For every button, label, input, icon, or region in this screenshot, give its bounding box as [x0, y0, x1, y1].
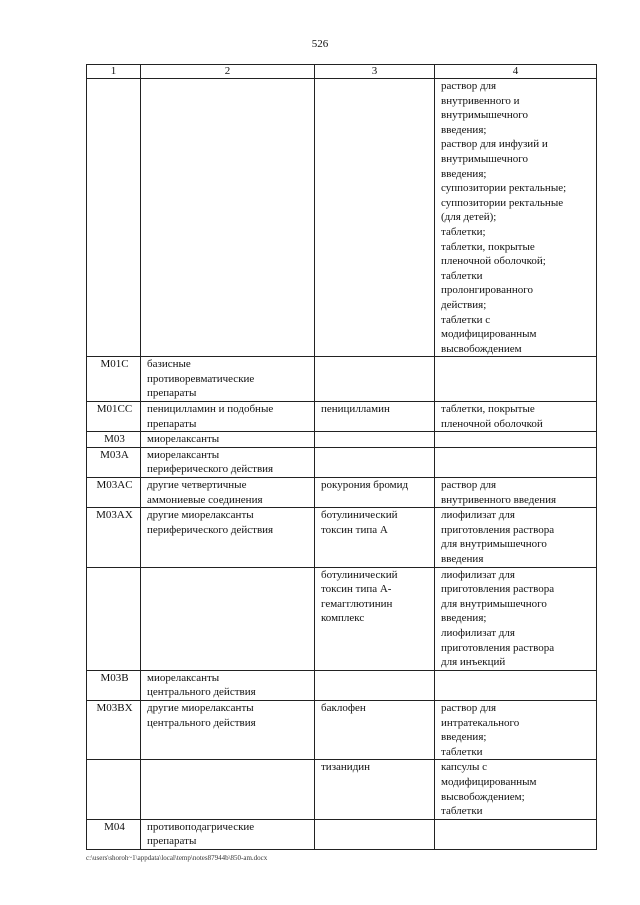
cell-text-line: пленочной оболочкой	[441, 417, 543, 430]
cell-text-line: препараты	[147, 835, 197, 848]
drug-cell	[315, 760, 435, 819]
cell-text-line: таблетки	[441, 805, 483, 818]
cell-text-line: внутривенного введения	[441, 493, 557, 506]
table-row	[87, 447, 597, 477]
table-row	[87, 402, 597, 432]
cell-text-line: таблетки с	[441, 313, 491, 326]
cell-text-line: периферического действия	[147, 523, 274, 536]
cell-text-line: другие миорелаксанты	[147, 509, 254, 522]
cell-text-line: токсин типа А-	[321, 583, 392, 596]
form-cell	[435, 432, 597, 448]
cell-text-line: M03	[104, 433, 125, 446]
cell-text-line: лиофилизат для	[441, 626, 515, 639]
drug-cell	[315, 402, 435, 432]
table-row	[87, 478, 597, 508]
drug-cell	[315, 819, 435, 849]
drug-cell	[315, 478, 435, 508]
cell-text-line: пеницилламин и подобные	[147, 403, 274, 416]
cell-text-line: другие четвертичные	[147, 479, 247, 492]
form-cell	[435, 567, 597, 670]
cell-text-line: M03B	[100, 671, 129, 684]
group-cell	[141, 432, 315, 448]
cell-text-line: противоревматические	[147, 372, 255, 385]
cell-text-line: аммониевые соединения	[147, 493, 263, 506]
cell-text-line: M01CC	[96, 403, 133, 416]
cell-text-line: таблетки, покрытые	[441, 240, 535, 253]
form-cell	[435, 760, 597, 819]
table-row	[87, 79, 597, 357]
cell-text-line: лиофилизат для	[441, 568, 515, 581]
cell-text-line: для внутримышечного	[441, 538, 547, 551]
cell-text-line: действия;	[441, 298, 487, 311]
cell-text-line: введения;	[441, 167, 487, 180]
group-cell	[141, 79, 315, 357]
form-cell	[435, 819, 597, 849]
table-row	[87, 567, 597, 670]
cell-text-line: противоподагрические	[147, 820, 255, 833]
group-cell	[141, 700, 315, 759]
cell-text-line: капсулы с	[441, 761, 488, 774]
drug-cell	[315, 700, 435, 759]
cell-text-line: внутримышечного	[441, 109, 528, 122]
cell-text-line: высвобождением;	[441, 790, 525, 803]
group-cell	[141, 760, 315, 819]
table-body	[87, 79, 597, 850]
cell-text-line: M04	[104, 820, 125, 833]
drug-cell	[315, 447, 435, 477]
cell-text-line: введения	[441, 553, 484, 565]
drug-cell	[315, 670, 435, 700]
drug-table	[86, 64, 597, 850]
cell-text-line: приготовления раствора	[441, 641, 555, 654]
group-cell	[141, 357, 315, 402]
cell-text-line: препараты	[147, 417, 197, 430]
cell-text-line: внутримышечного	[441, 152, 528, 165]
cell-text-line: модифицированным	[441, 328, 537, 341]
cell-text-line: таблетки	[441, 269, 483, 282]
cell-text-line: (для детей);	[441, 211, 497, 224]
group-cell	[141, 402, 315, 432]
header-cell-3: 3	[315, 65, 435, 79]
cell-text-line: баклофен	[321, 701, 366, 714]
cell-text-line: лиофилизат для	[441, 509, 515, 522]
cell-text-line: введения;	[441, 123, 487, 136]
cell-text-line: таблетки, покрытые	[441, 403, 535, 416]
cell-text-line: центрального действия	[147, 686, 256, 699]
code-cell	[87, 670, 141, 700]
table-row	[87, 700, 597, 759]
table-row	[87, 508, 597, 567]
drug-cell	[315, 432, 435, 448]
cell-text-line: введения;	[441, 612, 487, 625]
cell-text-line: рокурония бромид	[321, 479, 409, 492]
code-cell	[87, 402, 141, 432]
cell-text-line: для инъекций	[441, 656, 506, 669]
group-cell	[141, 819, 315, 849]
drug-cell	[315, 508, 435, 567]
code-cell	[87, 79, 141, 357]
cell-text-line: центрального действия	[147, 716, 256, 729]
group-cell	[141, 447, 315, 477]
cell-text-line: тизанидин	[321, 761, 371, 774]
cell-text-line: M03AX	[96, 509, 133, 522]
cell-text-line: M03A	[100, 448, 129, 461]
form-cell	[435, 670, 597, 700]
group-cell	[141, 508, 315, 567]
code-cell	[87, 357, 141, 402]
form-cell	[435, 447, 597, 477]
drug-cell	[315, 79, 435, 357]
cell-text-line: комплекс	[321, 612, 365, 625]
cell-text-line: раствор для инфузий и	[441, 138, 548, 151]
cell-text-line: M03AC	[96, 479, 133, 492]
cell-text-line: препараты	[147, 387, 197, 400]
cell-text-line: раствор для	[441, 479, 497, 492]
drug-cell	[315, 357, 435, 402]
code-cell	[87, 478, 141, 508]
code-cell	[87, 819, 141, 849]
cell-text-line: таблетки	[441, 745, 483, 758]
cell-text-line: токсин типа А	[321, 523, 388, 536]
cell-text-line: другие миорелаксанты	[147, 701, 254, 714]
cell-text-line: миорелаксанты	[147, 448, 220, 461]
cell-text-line: миорелаксанты	[147, 433, 220, 446]
cell-text-line: гемагглютинин	[321, 597, 393, 610]
group-cell	[141, 670, 315, 700]
cell-text-line: M03BX	[96, 701, 133, 714]
form-cell	[435, 79, 597, 357]
header-cell-4: 4	[435, 65, 597, 79]
cell-text-line: для внутримышечного	[441, 597, 547, 610]
code-cell	[87, 508, 141, 567]
cell-text-line: приготовления раствора	[441, 583, 555, 596]
cell-text-line: ботулинический	[321, 509, 398, 522]
cell-text-line: модифицированным	[441, 775, 537, 788]
drug-cell	[315, 567, 435, 670]
form-cell	[435, 357, 597, 402]
cell-text-line: M01C	[100, 358, 129, 371]
cell-text-line: базисные	[147, 358, 191, 371]
cell-text-line: высвобождением	[441, 342, 522, 355]
form-cell	[435, 402, 597, 432]
group-cell	[141, 478, 315, 508]
cell-text-line: суппозитории ректальные;	[441, 182, 567, 195]
cell-text-line: пеницилламин	[321, 403, 390, 416]
table-row	[87, 357, 597, 402]
header-row	[87, 65, 597, 79]
cell-text-line: пролонгированного	[441, 284, 533, 297]
table-row	[87, 670, 597, 700]
cell-text-line: периферического действия	[147, 463, 274, 476]
header-cell-1: 1	[87, 65, 141, 79]
group-cell	[141, 567, 315, 670]
header-cell-2: 2	[141, 65, 315, 79]
cell-text-line: таблетки;	[441, 225, 486, 238]
form-cell	[435, 478, 597, 508]
form-cell	[435, 700, 597, 759]
cell-text-line: пленочной оболочкой;	[441, 255, 546, 268]
cell-text-line: введения;	[441, 731, 487, 744]
cell-text-line: внутривенного и	[441, 94, 520, 107]
cell-text-line: суппозитории ректальные	[441, 196, 564, 209]
cell-text-line: интратекального	[441, 716, 520, 729]
page-number: 526	[311, 38, 329, 50]
code-cell	[87, 432, 141, 448]
cell-text-line: раствор для	[441, 80, 497, 92]
table-row	[87, 760, 597, 819]
cell-text-line: приготовления раствора	[441, 523, 555, 536]
file-path-footer: c:\users\shoroh~1\appdata\local\temp\notes87944b\850-am.docx	[86, 854, 268, 862]
table-row	[87, 432, 597, 448]
cell-text-line: раствор для	[441, 701, 497, 714]
cell-text-line: миорелаксанты	[147, 671, 220, 684]
table-row	[87, 819, 597, 849]
code-cell	[87, 567, 141, 670]
code-cell	[87, 760, 141, 819]
code-cell	[87, 447, 141, 477]
code-cell	[87, 700, 141, 759]
cell-text-line: ботулинический	[321, 568, 398, 581]
form-cell	[435, 508, 597, 567]
